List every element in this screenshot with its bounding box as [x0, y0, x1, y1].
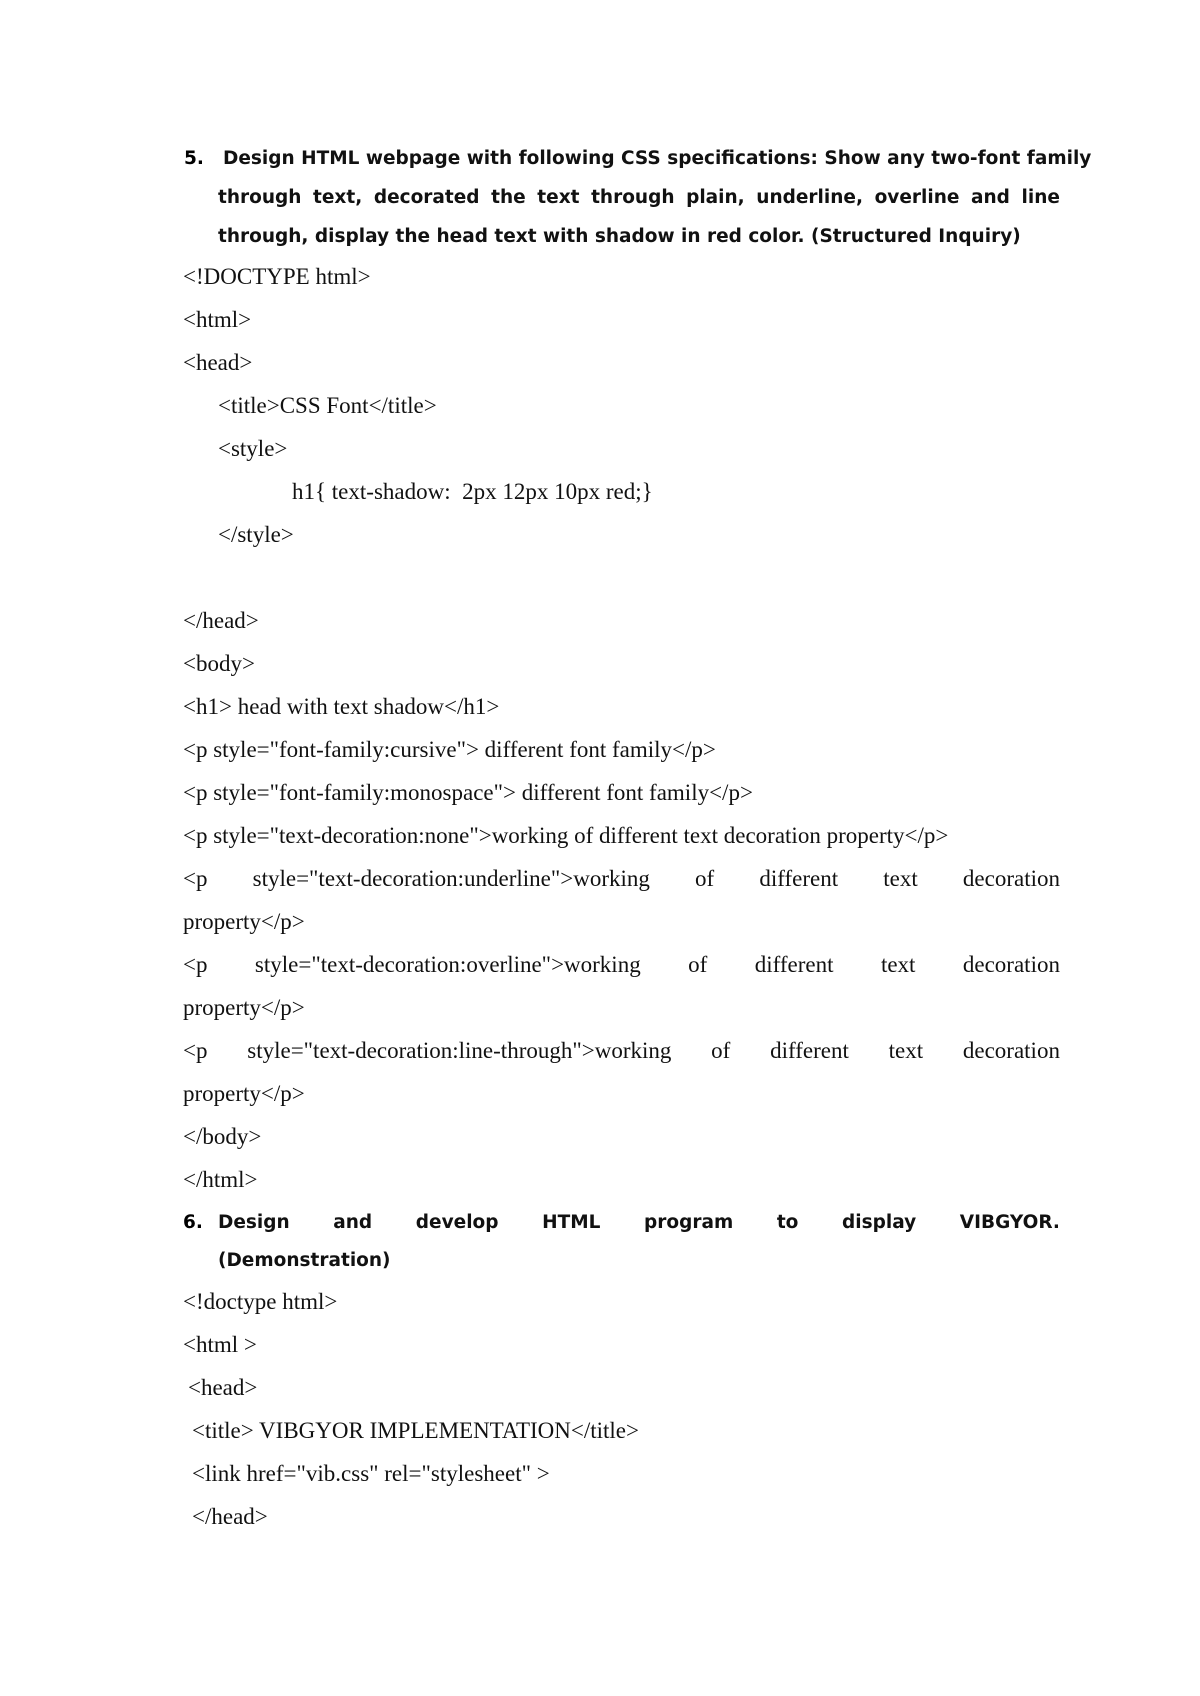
code-line: h1{ text-shadow: 2px 12px 10px red;} — [292, 479, 653, 504]
code-line: <p style="text-decoration:line-through">working of different text decoration — [183, 1038, 1060, 1063]
question-6-line-1: Design and develop HTML program to display VIBGYOR. — [218, 1212, 1060, 1233]
code-line: <head> — [188, 1375, 258, 1400]
code-line: </style> — [218, 522, 294, 547]
question-6-number: 6. — [183, 1212, 203, 1233]
code-line: property</p> — [183, 909, 305, 934]
code-line: <title> VIBGYOR IMPLEMENTATION</title> — [192, 1418, 639, 1443]
code-line: <head> — [183, 350, 253, 375]
question-5-line-3: through, display the head text with shadow in red color. (Structured Inquiry) — [218, 226, 1021, 247]
code-line: <p style="font-family:cursive"> different font family</p> — [183, 737, 716, 762]
code-line: </head> — [183, 608, 259, 633]
code-line: </head> — [192, 1504, 268, 1529]
code-line: <link href="vib.css" rel="stylesheet" > — [192, 1461, 550, 1486]
code-line: </body> — [183, 1124, 262, 1149]
code-line: <p style="text-decoration:none">working of different text decoration property</p> — [183, 823, 949, 848]
code-line: <!DOCTYPE html> — [183, 264, 371, 289]
code-line: <body> — [183, 651, 255, 676]
question-5-line-2: through text, decorated the text through plain, underline, overline and line — [218, 187, 1060, 208]
code-line: <html > — [183, 1332, 257, 1357]
code-line: <html> — [183, 307, 252, 332]
code-line: property</p> — [183, 995, 305, 1020]
code-line: <style> — [218, 436, 288, 461]
code-line: </html> — [183, 1167, 258, 1192]
code-line: <title>CSS Font</title> — [218, 393, 437, 418]
code-line: <p style="font-family:monospace"> different font family</p> — [183, 780, 753, 805]
question-6-line-2: (Demonstration) — [218, 1250, 391, 1271]
code-line: <h1> head with text shadow</h1> — [183, 694, 500, 719]
code-line: property</p> — [183, 1081, 305, 1106]
code-line: <p style="text-decoration:overline">working of different text decoration — [183, 952, 1060, 977]
code-line: <!doctype html> — [183, 1289, 338, 1314]
code-line: <p style="text-decoration:underline">working of different text decoration — [183, 866, 1060, 891]
question-5-number: 5. — [184, 148, 204, 169]
question-5-line-1: Design HTML webpage with following CSS specifications: Show any two-font family — [223, 148, 1092, 169]
